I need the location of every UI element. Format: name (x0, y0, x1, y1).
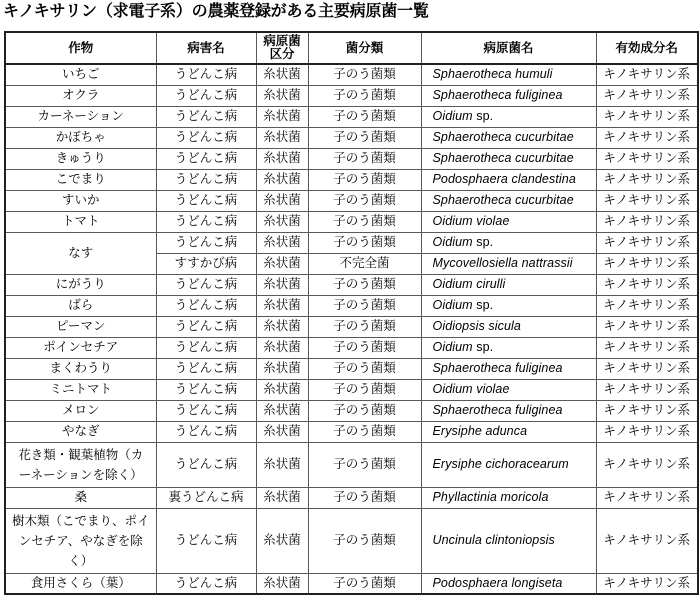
cell-pathogen-category: 糸状菌 (256, 169, 308, 190)
cell-disease: うどんこ病 (156, 106, 256, 127)
pathogen-table-container (4, 31, 697, 595)
cell-crop: にがうり (5, 274, 156, 295)
cell-pathogen-category: 糸状菌 (256, 487, 308, 508)
cell-fungi-class: 不完全菌 (308, 253, 421, 274)
cell-active-ingredient: キノキサリン系 (596, 487, 698, 508)
cell-fungi-class: 子のう菌類 (308, 487, 421, 508)
cell-fungi-class: 子のう菌類 (308, 211, 421, 232)
cell-fungi-class: 子のう菌類 (308, 106, 421, 127)
table-row (5, 232, 698, 253)
cell-crop: きゅうり (5, 148, 156, 169)
column-header-pathogen-category-line2: 区分 (269, 47, 295, 61)
table-row (5, 85, 698, 106)
cell-crop: まくわうり (5, 358, 156, 379)
cell-active-ingredient: キノキサリン系 (596, 379, 698, 400)
cell-disease: うどんこ病 (156, 400, 256, 421)
cell-pathogen-category: 糸状菌 (256, 127, 308, 148)
table-row (5, 148, 698, 169)
cell-pathogen-category: 糸状菌 (256, 379, 308, 400)
cell-fungi-class: 子のう菌類 (308, 64, 421, 85)
cell-pathogen-name (421, 337, 596, 358)
cell-pathogen-category: 糸状菌 (256, 421, 308, 442)
cell-active-ingredient: キノキサリン系 (596, 337, 698, 358)
table-row (5, 106, 698, 127)
cell-disease: うどんこ病 (156, 358, 256, 379)
cell-fungi-class: 子のう菌類 (308, 148, 421, 169)
pathogen-binomial: Sphaerotheca fuliginea (432, 361, 563, 375)
table-row (5, 337, 698, 358)
cell-active-ingredient: キノキサリン系 (596, 573, 698, 594)
pathogen-binomial: Oidium cirulli (432, 277, 506, 291)
cell-crop: ポインセチア (5, 337, 156, 358)
cell-disease: うどんこ病 (156, 573, 256, 594)
cell-pathogen-name (421, 64, 596, 85)
cell-active-ingredient: キノキサリン系 (596, 232, 698, 253)
cell-active-ingredient: キノキサリン系 (596, 211, 698, 232)
table-row (5, 358, 698, 379)
table-row (5, 316, 698, 337)
pathogen-table (4, 31, 699, 595)
cell-pathogen-category: 糸状菌 (256, 274, 308, 295)
cell-crop: こでまり (5, 169, 156, 190)
table-row (5, 508, 698, 573)
pathogen-binomial: Oidiopsis sicula (432, 319, 521, 333)
pathogen-binomial: Erysiphe adunca (432, 424, 528, 438)
cell-fungi-class: 子のう菌類 (308, 190, 421, 211)
cell-disease: うどんこ病 (156, 295, 256, 316)
cell-disease: うどんこ病 (156, 442, 256, 487)
cell-crop: いちご (5, 64, 156, 85)
column-header-disease: 病害名 (156, 32, 256, 64)
cell-pathogen-name (421, 400, 596, 421)
pathogen-species-abbrev: sp. (472, 109, 494, 123)
cell-pathogen-category: 糸状菌 (256, 85, 308, 106)
cell-fungi-class: 子のう菌類 (308, 232, 421, 253)
cell-crop: カーネーション (5, 106, 156, 127)
pathogen-binomial: Podosphaera longiseta (432, 575, 563, 590)
table-row (5, 190, 698, 211)
table-row (5, 169, 698, 190)
table-row (5, 573, 698, 594)
cell-disease: うどんこ病 (156, 316, 256, 337)
cell-active-ingredient: キノキサリン系 (596, 400, 698, 421)
cell-pathogen-category: 糸状菌 (256, 64, 308, 85)
column-header-pathogen-name: 病原菌名 (421, 32, 596, 64)
column-header-crop: 作物 (5, 32, 156, 64)
cell-crop: オクラ (5, 85, 156, 106)
pathogen-binomial: Mycovellosiella nattrassii (432, 256, 573, 270)
cell-active-ingredient: キノキサリン系 (596, 148, 698, 169)
cell-active-ingredient: キノキサリン系 (596, 358, 698, 379)
pathogen-binomial: Sphaerotheca cucurbitae (432, 193, 574, 207)
pathogen-binomial: Sphaerotheca cucurbitae (432, 151, 574, 165)
cell-pathogen-category: 糸状菌 (256, 106, 308, 127)
cell-active-ingredient: キノキサリン系 (596, 127, 698, 148)
cell-pathogen-name (421, 106, 596, 127)
pathogen-binomial: Sphaerotheca humuli (432, 67, 553, 82)
cell-pathogen-name (421, 421, 596, 442)
cell-active-ingredient: キノキサリン系 (596, 190, 698, 211)
cell-disease: うどんこ病 (156, 127, 256, 148)
pathogen-binomial: Oidium (432, 298, 473, 312)
cell-pathogen-name (421, 295, 596, 316)
cell-pathogen-category: 糸状菌 (256, 400, 308, 421)
pathogen-binomial: Oidium (432, 109, 473, 123)
cell-pathogen-name (421, 573, 596, 594)
cell-fungi-class: 子のう菌類 (308, 295, 421, 316)
cell-pathogen-name (421, 232, 596, 253)
cell-disease: うどんこ病 (156, 211, 256, 232)
cell-disease: 裏うどんこ病 (156, 487, 256, 508)
cell-fungi-class: 子のう菌類 (308, 85, 421, 106)
table-body (5, 64, 698, 594)
cell-pathogen-name (421, 358, 596, 379)
cell-pathogen-name (421, 253, 596, 274)
cell-fungi-class: 子のう菌類 (308, 573, 421, 594)
cell-fungi-class: 子のう菌類 (308, 127, 421, 148)
cell-crop: 食用さくら（葉） (5, 573, 156, 594)
pathogen-binomial: Oidium violae (432, 214, 510, 228)
cell-fungi-class: 子のう菌類 (308, 508, 421, 573)
cell-pathogen-name (421, 442, 596, 487)
cell-disease: うどんこ病 (156, 379, 256, 400)
table-row (5, 487, 698, 508)
cell-pathogen-name (421, 85, 596, 106)
cell-pathogen-name (421, 508, 596, 573)
cell-pathogen-name (421, 127, 596, 148)
cell-active-ingredient: キノキサリン系 (596, 253, 698, 274)
column-header-active-ingredient: 有効成分名 (596, 32, 698, 64)
cell-pathogen-name (421, 316, 596, 337)
cell-crop: やなぎ (5, 421, 156, 442)
cell-crop: ミニトマト (5, 379, 156, 400)
cell-pathogen-category: 糸状菌 (256, 508, 308, 573)
cell-active-ingredient: キノキサリン系 (596, 106, 698, 127)
pathogen-binomial: Oidium violae (432, 382, 510, 396)
cell-pathogen-category: 糸状菌 (256, 190, 308, 211)
cell-active-ingredient: キノキサリン系 (596, 421, 698, 442)
cell-pathogen-category: 糸状菌 (256, 316, 308, 337)
cell-fungi-class: 子のう菌類 (308, 274, 421, 295)
cell-crop: トマト (5, 211, 156, 232)
header-row (5, 32, 698, 64)
pathogen-binomial: Podosphaera clandestina (432, 172, 576, 186)
cell-pathogen-category: 糸状菌 (256, 358, 308, 379)
cell-fungi-class: 子のう菌類 (308, 379, 421, 400)
pathogen-species-abbrev: sp. (472, 340, 494, 354)
cell-crop: ピーマン (5, 316, 156, 337)
cell-active-ingredient: キノキサリン系 (596, 274, 698, 295)
cell-active-ingredient: キノキサリン系 (596, 169, 698, 190)
cell-pathogen-name (421, 148, 596, 169)
cell-crop: かぼちゃ (5, 127, 156, 148)
cell-crop: ばら (5, 295, 156, 316)
cell-disease: うどんこ病 (156, 337, 256, 358)
pathogen-binomial: Phyllactinia moricola (432, 490, 549, 504)
cell-disease: うどんこ病 (156, 190, 256, 211)
column-header-pathogen-category-line1: 病原菌 (263, 34, 301, 48)
cell-active-ingredient: キノキサリン系 (596, 295, 698, 316)
cell-disease: うどんこ病 (156, 508, 256, 573)
table-row (5, 274, 698, 295)
cell-fungi-class: 子のう菌類 (308, 421, 421, 442)
cell-disease: うどんこ病 (156, 169, 256, 190)
cell-crop: メロン (5, 400, 156, 421)
cell-fungi-class: 子のう菌類 (308, 316, 421, 337)
cell-crop: すいか (5, 190, 156, 211)
cell-disease: うどんこ病 (156, 85, 256, 106)
table-row (5, 64, 698, 85)
pathogen-binomial: Erysiphe cichoracearum (432, 457, 569, 471)
table-header (5, 32, 698, 64)
cell-pathogen-name (421, 211, 596, 232)
cell-pathogen-category: 糸状菌 (256, 148, 308, 169)
cell-pathogen-category: 糸状菌 (256, 253, 308, 274)
pathogen-species-abbrev: sp. (472, 235, 494, 249)
cell-disease: うどんこ病 (156, 148, 256, 169)
table-row (5, 379, 698, 400)
pathogen-binomial: Sphaerotheca fuliginea (432, 403, 563, 417)
cell-disease: うどんこ病 (156, 232, 256, 253)
cell-fungi-class: 子のう菌類 (308, 358, 421, 379)
pathogen-species-abbrev: sp. (472, 298, 494, 312)
cell-fungi-class: 子のう菌類 (308, 169, 421, 190)
column-header-pathogen-category (256, 32, 308, 64)
table-row (5, 400, 698, 421)
table-row (5, 295, 698, 316)
cell-disease: すすかび病 (156, 253, 256, 274)
cell-fungi-class: 子のう菌類 (308, 337, 421, 358)
table-row (5, 421, 698, 442)
cell-active-ingredient: キノキサリン系 (596, 85, 698, 106)
table-row (5, 211, 698, 232)
cell-pathogen-category: 糸状菌 (256, 232, 308, 253)
cell-pathogen-category: 糸状菌 (256, 295, 308, 316)
page-title: キノキサリン（求電子系）の農薬登録がある主要病原菌一覧 (3, 3, 429, 20)
cell-active-ingredient: キノキサリン系 (596, 64, 698, 85)
cell-pathogen-name (421, 190, 596, 211)
cell-pathogen-name (421, 487, 596, 508)
cell-crop: 樹木類（こでまり、ポインセチア、やなぎを除く） (5, 508, 156, 573)
cell-fungi-class: 子のう菌類 (308, 400, 421, 421)
cell-active-ingredient: キノキサリン系 (596, 316, 698, 337)
cell-pathogen-name (421, 274, 596, 295)
cell-disease: うどんこ病 (156, 64, 256, 85)
cell-crop: 花き類・観葉植物（カーネーションを除く） (5, 442, 156, 487)
pathogen-binomial: Uncinula clintoniopsis (432, 533, 555, 547)
pathogen-binomial: Sphaerotheca fuliginea (432, 88, 563, 102)
cell-pathogen-name (421, 379, 596, 400)
cell-fungi-class: 子のう菌類 (308, 442, 421, 487)
cell-pathogen-category: 糸状菌 (256, 442, 308, 487)
cell-crop: 桑 (5, 487, 156, 508)
column-header-fungi-class: 菌分類 (308, 32, 421, 64)
cell-crop: なす (5, 232, 156, 274)
pathogen-binomial: Sphaerotheca cucurbitae (432, 130, 574, 144)
cell-pathogen-name (421, 169, 596, 190)
cell-pathogen-category: 糸状菌 (256, 337, 308, 358)
cell-disease: うどんこ病 (156, 421, 256, 442)
table-row (5, 442, 698, 487)
cell-active-ingredient: キノキサリン系 (596, 508, 698, 573)
cell-disease: うどんこ病 (156, 274, 256, 295)
cell-pathogen-category: 糸状菌 (256, 573, 308, 594)
pathogen-binomial: Oidium (432, 340, 473, 354)
pathogen-binomial: Oidium (432, 235, 473, 249)
table-row (5, 127, 698, 148)
cell-pathogen-category: 糸状菌 (256, 211, 308, 232)
cell-active-ingredient: キノキサリン系 (596, 442, 698, 487)
